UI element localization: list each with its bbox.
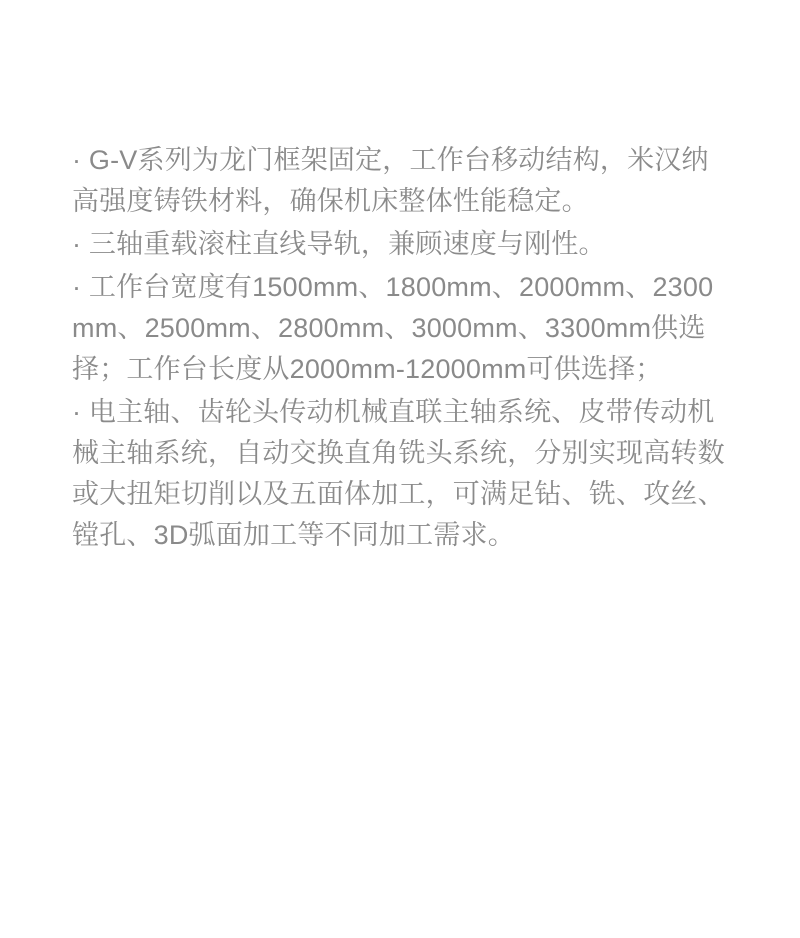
list-item	[72, 140, 728, 222]
list-item-text: 电主轴、齿轮头传动机械直联主轴系统、皮带传动机械主轴系统，自动交换直角铣头系统，分别实现高转数或大扭矩切削以及五面体加工，可满足钻、铣、攻丝、镗孔、3D弧面加工等不同加工需求。	[72, 397, 725, 551]
bullet-icon: ·	[72, 272, 82, 303]
bullet-icon: ·	[72, 145, 82, 175]
list-item	[72, 224, 728, 265]
bullet-icon: ·	[72, 397, 82, 428]
list-item-text: G-V系列为龙门框架固定，工作台移动结构，米汉纳高强度铸铁材料，确保机床整体性能稳定。	[72, 145, 709, 217]
list-item-text: 三轴重载滚柱直线导轨，兼顾速度与刚性。	[88, 229, 606, 260]
specification-list	[72, 140, 728, 556]
list-item	[72, 267, 728, 390]
list-item	[72, 392, 728, 556]
bullet-icon: ·	[72, 229, 82, 260]
list-item-text: 工作台宽度有1500mm、1800mm、2000mm、2300mm、2500mm、2800mm、3000mm、3300mm供选择；工作台长度从2000mm-12000mm可供选择；	[72, 272, 714, 385]
